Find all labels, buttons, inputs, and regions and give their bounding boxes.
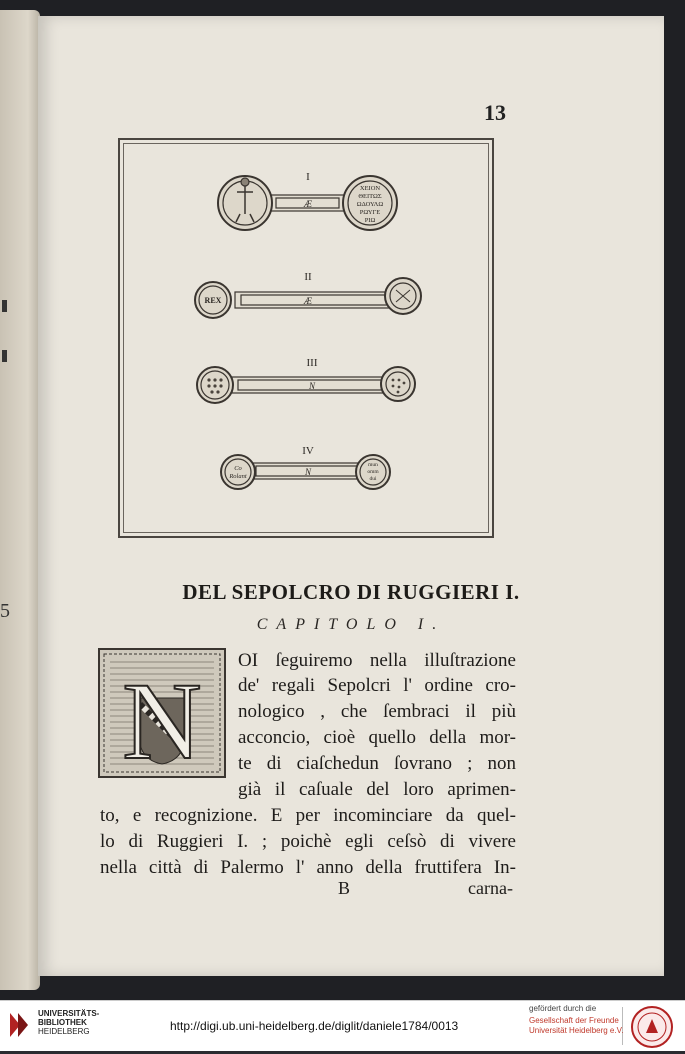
chapter-title: DEL SEPOLCRO DI RUGGIERI I. — [182, 580, 520, 604]
coin4-right-inscription-line: omm — [367, 469, 379, 475]
bar-mark-4: N — [304, 467, 312, 477]
library-name-line: BIBLIOTHEK — [38, 1018, 87, 1027]
university-library-logo-icon[interactable] — [8, 1009, 34, 1041]
plate-label-4: IV — [302, 445, 314, 457]
coin1-inscription-line: ΘΕΙΤΩΣ — [358, 193, 382, 200]
book-page — [38, 16, 664, 976]
coin1-inscription-line: ΩΔΟΥΛΩ — [356, 201, 384, 208]
previous-page-edge — [0, 10, 40, 990]
chapter-label: CAPITOLO I. — [256, 616, 446, 633]
engraved-plate — [118, 138, 494, 538]
coin1-inscription-line: ΡΩΥΓΕ — [359, 209, 381, 216]
university-seal-icon[interactable] — [630, 1005, 674, 1049]
library-name-line: HEIDELBERG — [38, 1027, 90, 1036]
funded-by-label: gefördert durch die — [529, 1004, 597, 1013]
bar-mark-3: N — [308, 381, 316, 391]
text-line-5: te di ciaſchedun ſovrano ; non — [238, 753, 516, 774]
initial-letter: N — [122, 660, 202, 778]
funder-name-line: Gesellschaft der Freunde — [529, 1016, 619, 1025]
prev-page-fragment: 5 — [0, 600, 10, 622]
text-line-4: acconcio, cioè quello della mor- — [238, 727, 516, 748]
funder-name[interactable] — [529, 1016, 623, 1036]
plate-label-3: III — [306, 357, 318, 369]
coin-plate-illustration — [120, 140, 492, 536]
plate-label-1: I — [306, 171, 310, 183]
coin1-inscription-line: ΡΙΩ — [364, 217, 376, 224]
decorated-initial — [98, 648, 226, 778]
catchword: carna- — [468, 878, 513, 898]
plate-label-2: II — [304, 271, 312, 283]
library-name-line: UNIVERSITÄTS- — [38, 1009, 100, 1018]
footer-bar — [0, 1000, 685, 1051]
text-line-7: to, e recognizione. E per incominciare da quel- — [100, 805, 516, 826]
library-name — [38, 1009, 99, 1036]
coin4-left-inscription-line: Rolant — [229, 473, 247, 480]
bar-mark-2: Æ — [303, 296, 313, 306]
text-line-1: OI ſeguiremo nella illuſtrazione — [238, 650, 516, 671]
coin4-right-inscription-line: dui — [369, 476, 377, 482]
page-number: 13 — [484, 100, 506, 125]
coin1-inscription-line: ΧΕΙΟΝ — [359, 185, 381, 192]
coin4-left-inscription-line: Co — [234, 465, 242, 472]
text-line-6: già il caſuale del loro aprimen- — [238, 779, 516, 800]
text-line-3: nologico , che ſembraci il più — [238, 701, 516, 722]
text-line-2: de' regali Sepolcri l' ordine cro- — [238, 675, 516, 696]
prev-page-mark — [2, 350, 7, 362]
funder-name-line: Universität Heidelberg e.V. — [529, 1026, 624, 1035]
prev-page-mark — [2, 300, 7, 312]
coin4-right-inscription-line: mun — [368, 462, 378, 468]
signature-mark: B — [338, 878, 351, 898]
text-line-9: nella città di Palermo l' anno della fruttifera In- — [100, 857, 516, 878]
text-line-8: lo di Ruggieri I. ; poichè egli ceſsò di vivere — [100, 831, 516, 852]
bar-mark-1: Æ — [303, 199, 313, 209]
permalink-url[interactable]: http://digi.ub.uni-heidelberg.de/diglit/daniele1784/0013 — [170, 1019, 459, 1033]
coin2-inscription: REX — [204, 296, 222, 305]
